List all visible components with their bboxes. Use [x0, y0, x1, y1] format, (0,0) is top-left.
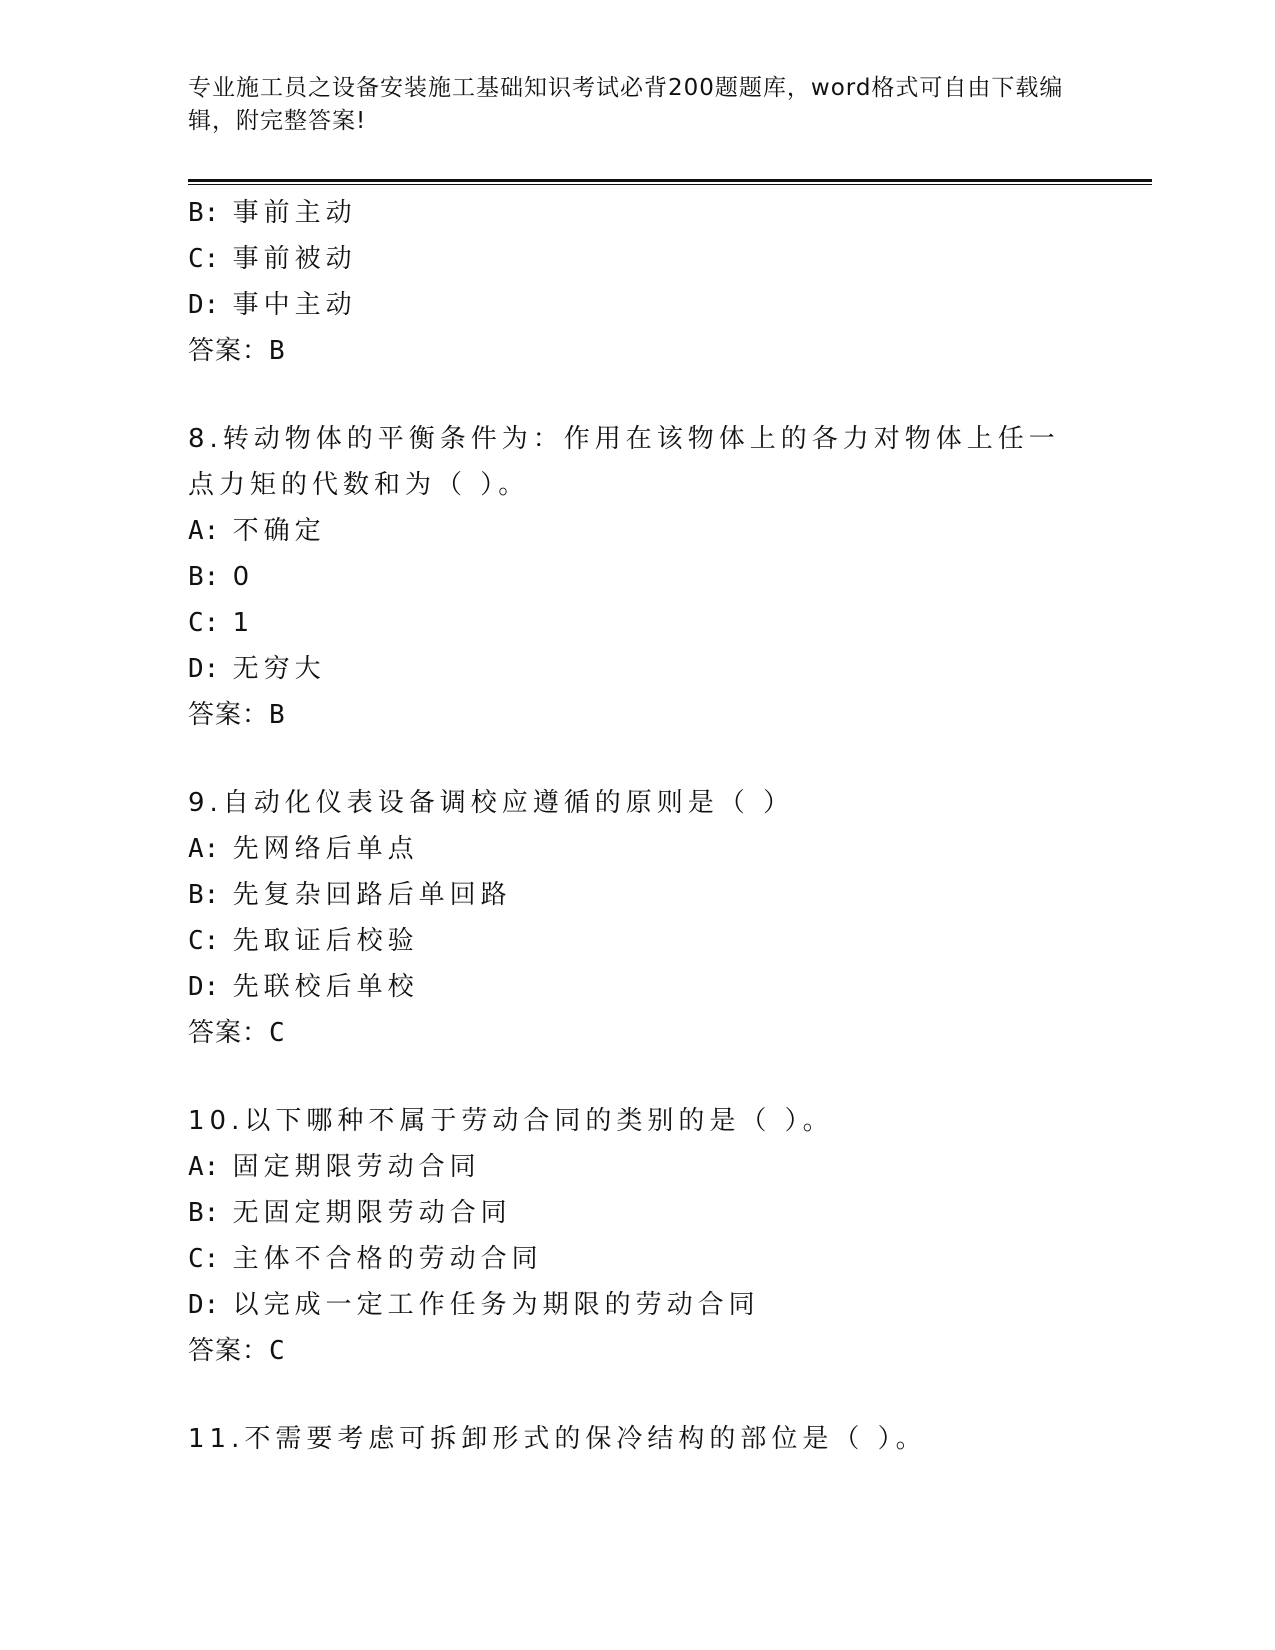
option-letter: D: [188, 1290, 220, 1320]
option-letter: C: [188, 608, 220, 638]
answer-value: C [269, 1336, 286, 1366]
option-text: 事前被动 [232, 244, 357, 274]
question-stem: 10.以下哪种不属于劳动合同的类别的是（ ）。 [188, 1106, 834, 1136]
option-text: 主体不合格的劳动合同 [232, 1244, 543, 1274]
option-b [188, 1190, 1088, 1236]
question-stem: 9.自动化仪表设备调校应遵循的原则是（ ） [188, 788, 795, 818]
question-fragment [188, 190, 1088, 374]
option-letter: D: [188, 290, 220, 320]
option-text: 先复杂回路后单回路 [232, 880, 512, 910]
option-text: 以完成一定工作任务为期限的劳动合同 [232, 1290, 760, 1320]
option-b [188, 872, 1088, 918]
option-text: 0 [232, 562, 255, 592]
option-d [188, 1282, 1088, 1328]
option-a [188, 826, 1088, 872]
question-list [188, 190, 1088, 1462]
answer-line [188, 328, 1088, 374]
answer-value: B [269, 336, 286, 366]
option-d [188, 964, 1088, 1010]
question-stem: 8.转动物体的平衡条件为：作用在该物体上的各力对物体上任一点力矩的代数和为（ ）。 [188, 424, 1060, 500]
question-stem: 11.不需要考虑可拆卸形式的保冷结构的部位是（ ）。 [188, 1424, 927, 1454]
answer-value: C [269, 1018, 286, 1048]
question-11 [188, 1416, 1088, 1462]
option-b [188, 190, 1088, 236]
header-divider-thin [188, 184, 1152, 185]
answer-label: 答案： [188, 700, 270, 730]
option-c [188, 1236, 1088, 1282]
option-text: 事中主动 [232, 290, 357, 320]
option-text: 不确定 [232, 516, 326, 546]
answer-label: 答案： [188, 1336, 270, 1366]
option-letter: C: [188, 926, 220, 956]
option-b [188, 554, 1088, 600]
option-letter: C: [188, 244, 220, 274]
option-letter: D: [188, 972, 220, 1002]
question-8 [188, 416, 1088, 738]
question-10 [188, 1098, 1088, 1374]
option-text: 先取证后校验 [232, 926, 419, 956]
question-9 [188, 780, 1088, 1056]
answer-line [188, 1328, 1088, 1374]
option-text: 先联校后单校 [232, 972, 419, 1002]
option-text: 无穷大 [232, 654, 326, 684]
option-letter: A: [188, 516, 220, 546]
option-letter: B: [188, 880, 220, 910]
option-letter: D: [188, 654, 220, 684]
answer-line [188, 1010, 1088, 1056]
option-a [188, 1144, 1088, 1190]
option-c [188, 236, 1088, 282]
answer-label: 答案： [188, 1018, 270, 1048]
option-text: 先网络后单点 [232, 834, 419, 864]
option-text: 1 [232, 608, 255, 638]
answer-line [188, 692, 1088, 738]
option-letter: B: [188, 1198, 220, 1228]
option-letter: B: [188, 562, 220, 592]
option-text: 事前主动 [232, 198, 357, 228]
header-divider-thick [188, 179, 1152, 182]
answer-value: B [269, 700, 286, 730]
option-d [188, 646, 1088, 692]
header-text: 专业施工员之设备安装施工基础知识考试必背200题题库，word格式可自由下载编辑，附完整答案! [188, 75, 1064, 134]
option-letter: A: [188, 1152, 220, 1182]
option-a [188, 508, 1088, 554]
option-letter: C: [188, 1244, 220, 1274]
option-c [188, 918, 1088, 964]
option-text: 无固定期限劳动合同 [232, 1198, 512, 1228]
option-c [188, 600, 1088, 646]
option-letter: B: [188, 198, 220, 228]
answer-label: 答案： [188, 336, 270, 366]
option-letter: A: [188, 834, 220, 864]
document-header [188, 72, 1068, 138]
option-d [188, 282, 1088, 328]
option-text: 固定期限劳动合同 [232, 1152, 481, 1182]
